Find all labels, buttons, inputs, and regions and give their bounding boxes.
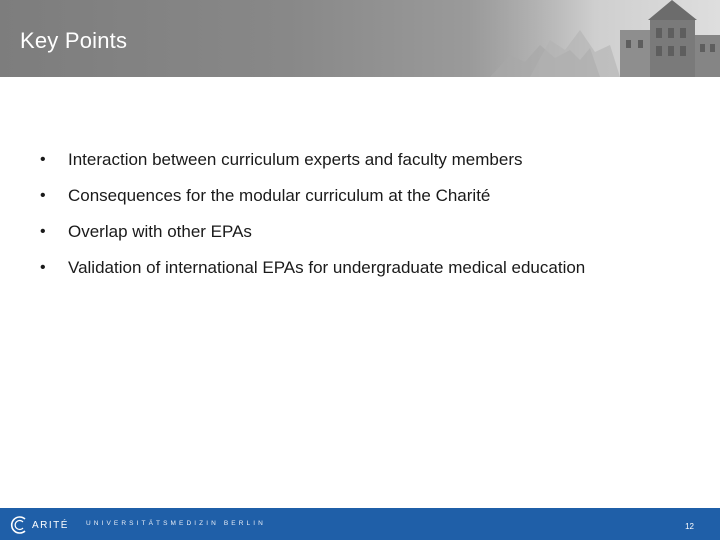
- university-name: UNIVERSITÄTSMEDIZIN BERLIN: [86, 520, 266, 527]
- page-number: 12: [685, 522, 694, 531]
- logo-wordmark: ARITÉ: [32, 519, 69, 531]
- bullet-marker: •: [40, 223, 46, 240]
- bullet-text: Consequences for the modular curriculum at the Charité: [68, 186, 491, 205]
- charite-c-icon: [10, 515, 30, 535]
- bullet-marker: •: [40, 151, 46, 168]
- building-photo: [470, 0, 720, 77]
- charite-logo: [10, 514, 76, 536]
- slide-header: [0, 0, 720, 77]
- bullet-text: Validation of international EPAs for undergraduate medical education: [68, 258, 586, 277]
- bullet-text: Overlap with other EPAs: [68, 222, 252, 241]
- bullet-text: Interaction between curriculum experts and faculty members: [68, 150, 523, 169]
- slide-title: Key Points: [20, 28, 128, 53]
- bullet-marker: •: [40, 187, 46, 204]
- bullet-marker: •: [40, 259, 46, 276]
- slide-footer: [0, 508, 720, 540]
